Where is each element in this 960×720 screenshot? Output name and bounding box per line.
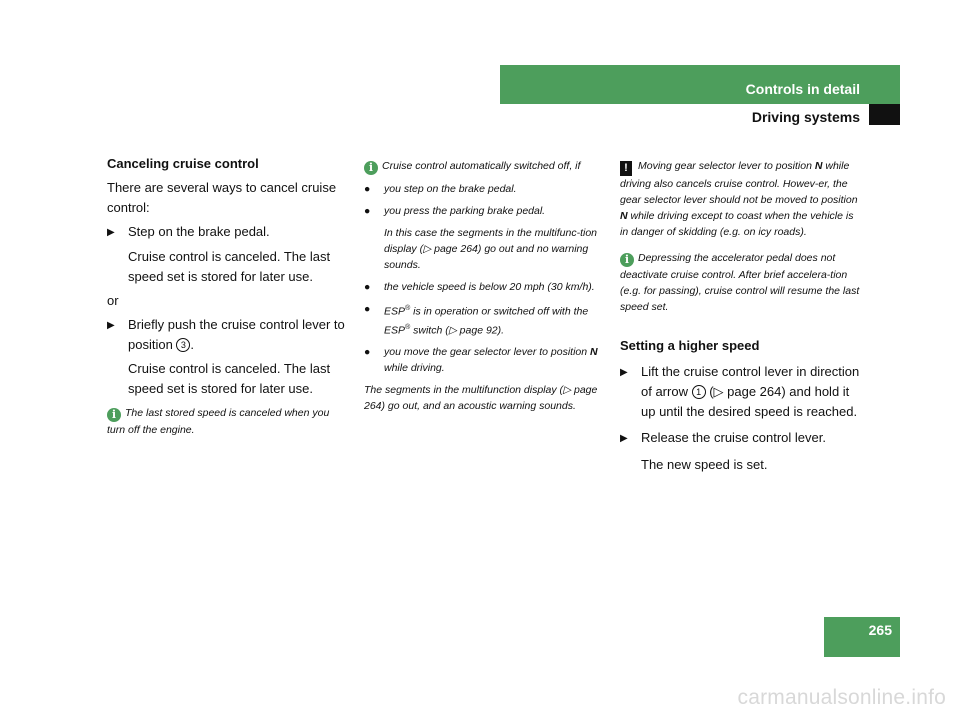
warning-note: ! Moving gear selector lever to position N while driving also cancels cruise control. Howev-er, the gear selector lever should not be moved to position N while driving except to coast when the vehicle is in danger of skidding (e.g. on icy roads). xyxy=(620,160,858,238)
list-item: ● you step on the brake pedal. xyxy=(364,183,517,195)
list-item: ● ESP® is in operation or switched off with the ESP® switch (▷ page 92). xyxy=(364,303,589,336)
list-item: ● the vehicle speed is below 20 mph (30 km/h). xyxy=(364,281,595,293)
step-text: Release the cruise control lever. xyxy=(641,430,826,445)
header-tab-marker xyxy=(869,104,900,125)
list-subtext: In this case the segments in the multifunc-tion display (▷ page 264) go out and no warning sounds. xyxy=(384,227,598,271)
page-ref-arrow-icon: ▷ xyxy=(423,243,432,255)
step-text: Step on the brake pedal. xyxy=(128,224,270,239)
subsection-title: Driving systems xyxy=(751,109,860,125)
arrow-bullet-icon: ▶ xyxy=(107,227,115,238)
column-1 xyxy=(107,154,347,438)
info-icon: i xyxy=(620,253,634,267)
column-3-notes xyxy=(620,158,862,315)
step-lever xyxy=(107,315,347,355)
result-text: Cruise control is canceled. The last speed set is stored for later use. xyxy=(128,361,331,396)
outro-text: The segments in the multifunction display (▷ page 264) go out, and an acoustic warning sounds. xyxy=(364,384,598,412)
dot-bullet-icon: ● xyxy=(364,281,371,293)
column-3-body xyxy=(620,336,865,479)
step-release xyxy=(620,428,865,449)
arrow-bullet-icon: ▶ xyxy=(620,433,628,444)
column-2 xyxy=(364,158,606,414)
heading-canceling: Canceling cruise control xyxy=(107,156,259,171)
dot-bullet-icon: ● xyxy=(364,205,371,217)
arrow-bullet-icon: ▶ xyxy=(620,367,628,378)
info-icon: i xyxy=(107,408,121,422)
intro-text: There are several ways to cancel cruise control: xyxy=(107,180,337,215)
info-note: i The last stored speed is canceled when you turn off the engine. xyxy=(107,407,330,436)
section-title: Controls in detail xyxy=(745,81,860,97)
heading-higher-speed: Setting a higher speed xyxy=(620,338,760,353)
step-text: Briefly push the cruise control lever to position 3 . xyxy=(128,317,345,352)
result-text: The new speed is set. xyxy=(641,457,768,472)
warning-icon: ! xyxy=(620,161,632,176)
list-item: ● you move the gear selector lever to position N while driving. xyxy=(364,346,598,374)
step-text: Lift the cruise control lever in direction of arrow 1 (▷ page 264) and hold it up until the desired speed is reached. xyxy=(641,364,860,419)
info-note-intro: i Cruise control automatically switched off, if xyxy=(364,158,606,175)
or-text: or xyxy=(107,293,119,308)
info-icon: i xyxy=(364,161,378,175)
result-text: Cruise control is canceled. The last speed set is stored for later use. xyxy=(128,249,331,284)
list-item: ● you press the parking brake pedal. xyxy=(364,205,546,217)
dot-bullet-icon: ● xyxy=(364,183,371,195)
step-lift-lever xyxy=(620,362,865,422)
arrow-bullet-icon: ▶ xyxy=(107,320,115,331)
callout-number: 3 xyxy=(176,338,190,352)
page-number: 265 xyxy=(868,622,892,638)
dot-bullet-icon: ● xyxy=(364,346,371,358)
watermark: carmanualsonline.info xyxy=(737,686,946,709)
dot-bullet-icon: ● xyxy=(364,303,371,315)
info-note: i Depressing the accelerator pedal does not deactivate cruise control. After brief accelera-tion (e.g. for passing), cruise control will resume the last speed set. xyxy=(620,252,860,313)
callout-number: 1 xyxy=(692,385,706,399)
step-brake xyxy=(107,222,347,243)
